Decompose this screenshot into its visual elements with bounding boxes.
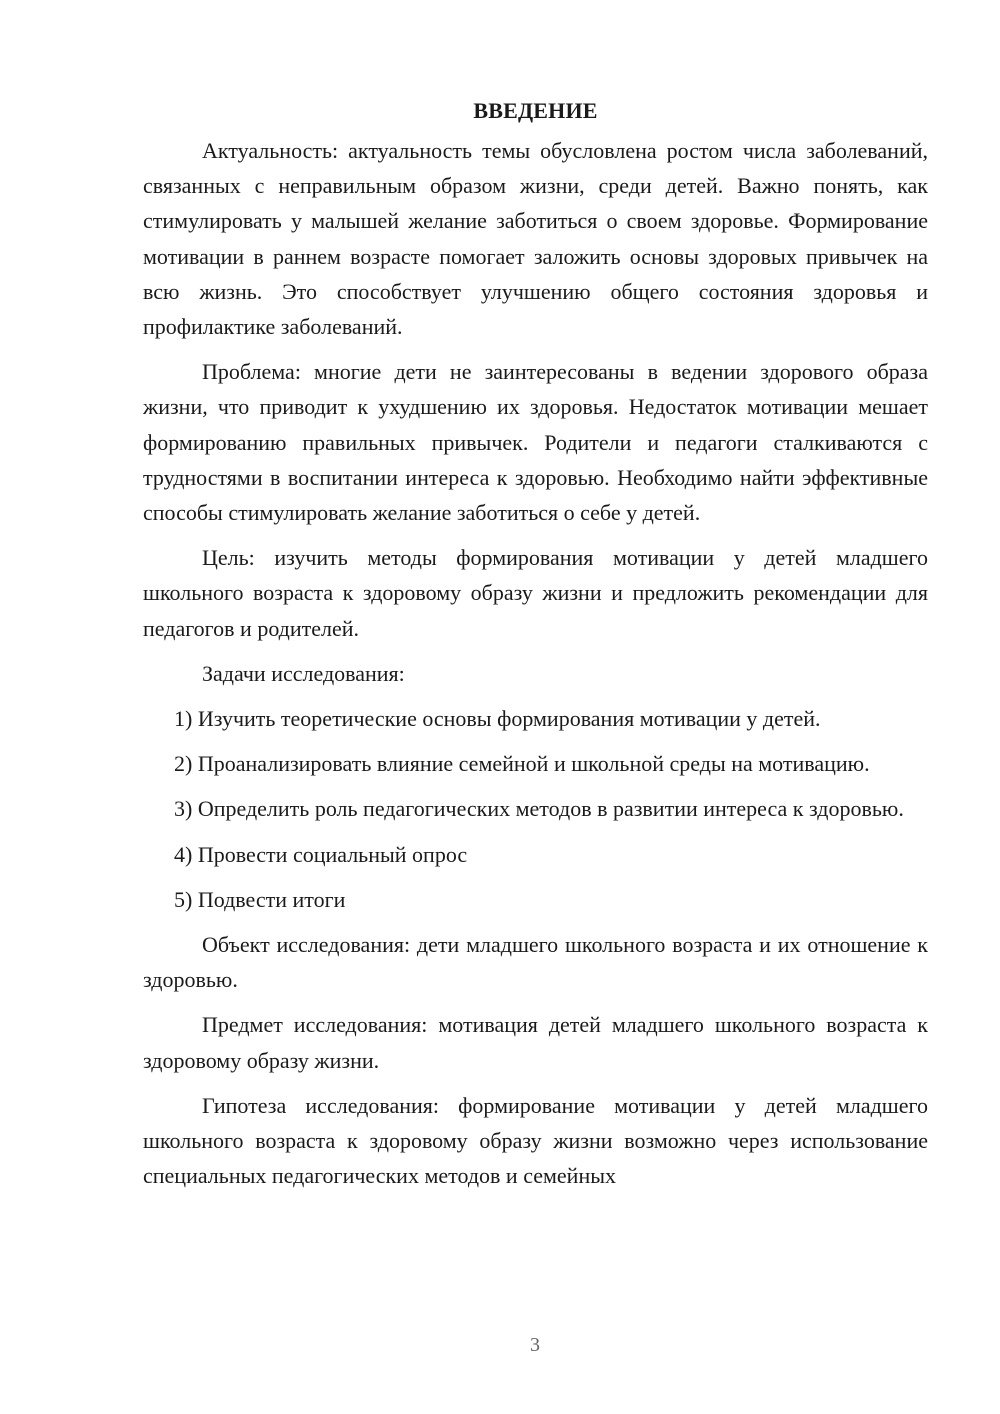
page-number: 3 <box>530 1334 540 1356</box>
problem-paragraph: Проблема: многие дети не заинтересованы в ведении здорового образа жизни, что приводит к ухудшению их здоровья. Недостаток мотивации мешает формированию правильных привычек. Родители и педагоги сталкиваются с трудностями в воспитании интереса к здоровью. Необходимо найти эффективные способы стимулировать желание заботиться о себе у детей. <box>143 359 928 526</box>
tasks-title: Задачи исследования: <box>202 660 405 686</box>
task-item-5: 5) Подвести итоги <box>174 886 346 912</box>
task-item-1: 1) Изучить теоретические основы формирования мотивации у детей. <box>174 706 821 732</box>
object-paragraph: Объект исследования: дети младшего школьного возраста и их отношение к здоровью. <box>143 932 928 993</box>
task-item-4: 4) Провести социальный опрос <box>174 841 468 867</box>
subject-paragraph: Предмет исследования: мотивация детей младшего школьного возраста к здоровому образу жизни. <box>143 1012 928 1073</box>
hypothesis-paragraph: Гипотеза исследования: формирование мотивации у детей младшего школьного возраста к здоровому образу жизни возможно через использование специальных педагогических методов и семейных <box>143 1092 928 1189</box>
task-item-2: 2) Проанализировать влияние семейной и школьной среды на мотивацию. <box>174 751 870 777</box>
task-item-3: 3) Определить роль педагогических методов в развитии интереса к здоровью. <box>174 796 904 822</box>
relevance-paragraph: Актуальность: актуальность темы обусловлена ростом числа заболеваний, связанных с неправильным образом жизни, среди детей. Важно понять, как стимулировать у малышей желание заботиться о своем здоровье. Формирование мотивации в раннем возрасте помогает заложить основы здоровых привычек на всю жизнь. Это способствует улучшению общего состояния здоровья и профилактике заболеваний. <box>143 138 928 340</box>
section-heading: ВВЕДЕНИЕ <box>473 98 598 123</box>
page-content <box>143 95 928 1203</box>
goal-paragraph: Цель: изучить методы формирования мотивации у детей младшего школьного возраста к здоровому образу жизни и предложить рекомендации для педагогов и родителей. <box>143 545 928 641</box>
